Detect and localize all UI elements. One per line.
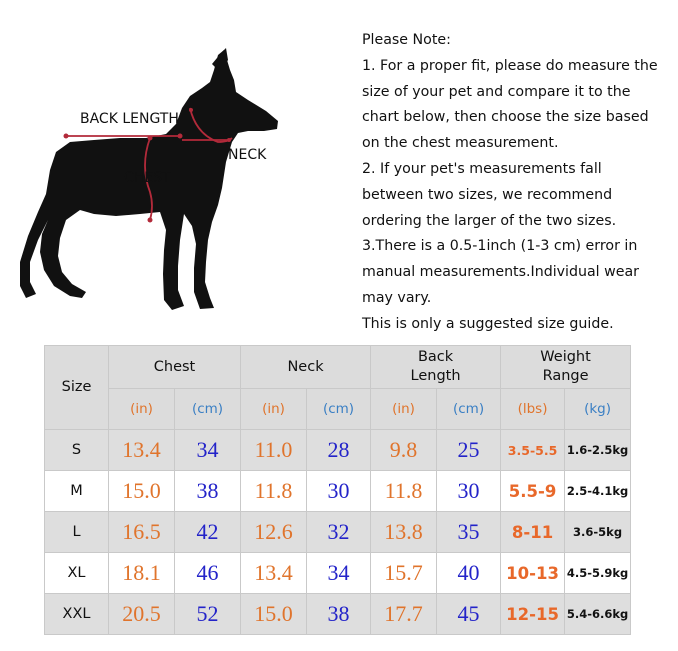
weight-lbs-cell: 8-11 — [501, 512, 565, 553]
back-length-header — [371, 346, 501, 389]
neck-in-cell: 15.0 — [241, 594, 307, 635]
back-cm-cell: 25 — [437, 430, 501, 471]
back-in-cell: 9.8 — [371, 430, 437, 471]
neck-in-cell: 12.6 — [241, 512, 307, 553]
table-row — [45, 512, 631, 553]
table-row — [45, 430, 631, 471]
neck-cm-cell: 28 — [307, 430, 371, 471]
chest-in-cell: 13.4 — [109, 430, 175, 471]
back-cm-cell: 40 — [437, 553, 501, 594]
back-unit-in: (in) — [371, 389, 437, 430]
weight-unit-lbs: (lbs) — [501, 389, 565, 430]
neck-unit-in: (in) — [241, 389, 307, 430]
chest-cm-cell: 42 — [175, 512, 241, 553]
neck-cm-cell: 32 — [307, 512, 371, 553]
weight-range-header — [501, 346, 631, 389]
size-cell: L — [45, 512, 109, 553]
table-row — [45, 594, 631, 635]
weight-unit-kg: (kg) — [565, 389, 631, 430]
back-in-cell: 13.8 — [371, 512, 437, 553]
neck-in-cell: 13.4 — [241, 553, 307, 594]
neck-header: Neck — [241, 346, 371, 389]
weight-lbs-cell: 3.5-5.5 — [501, 430, 565, 471]
chest-in-cell: 16.5 — [109, 512, 175, 553]
chest-cm-cell: 52 — [175, 594, 241, 635]
weight-kg-cell: 3.6-5kg — [565, 512, 631, 553]
chest-unit-in: (in) — [109, 389, 175, 430]
weight-header-line1: Weight — [540, 349, 591, 365]
weight-kg-cell: 5.4-6.6kg — [565, 594, 631, 635]
back-in-cell: 17.7 — [371, 594, 437, 635]
table-row — [45, 471, 631, 512]
neck-in-cell: 11.0 — [241, 430, 307, 471]
size-cell: XL — [45, 553, 109, 594]
size-header: Size — [45, 346, 109, 430]
chest-cm-cell: 38 — [175, 471, 241, 512]
weight-lbs-cell: 5.5-9 — [501, 471, 565, 512]
dog-measurement-diagram — [0, 0, 350, 335]
weight-lbs-cell: 12-15 — [501, 594, 565, 635]
size-cell: S — [45, 430, 109, 471]
neck-cm-cell: 30 — [307, 471, 371, 512]
back-cm-cell: 45 — [437, 594, 501, 635]
size-cell: XXL — [45, 594, 109, 635]
weight-header-line2: Range — [542, 368, 589, 384]
back-length-header-line2: Length — [410, 368, 461, 384]
back-cm-cell: 30 — [437, 471, 501, 512]
note-item: This is only a suggested size guide. — [362, 315, 614, 332]
size-chart-table — [44, 345, 631, 635]
back-in-cell: 15.7 — [371, 553, 437, 594]
neck-unit-cm: (cm) — [307, 389, 371, 430]
chest-in-cell: 20.5 — [109, 594, 175, 635]
note-item: 3.There is a 0.5-1inch (1-3 cm) error in manual measurements.Individual wear may vary. — [362, 238, 639, 306]
weight-lbs-cell: 10-13 — [501, 553, 565, 594]
chest-cm-cell: 34 — [175, 430, 241, 471]
back-length-header-line1: Back — [417, 349, 454, 365]
chest-header: Chest — [109, 346, 241, 389]
back-unit-cm: (cm) — [437, 389, 501, 430]
dog-silhouette-icon — [0, 0, 350, 335]
weight-kg-cell: 4.5-5.9kg — [565, 553, 631, 594]
size-notes — [362, 28, 667, 338]
table-row — [45, 553, 631, 594]
chest-in-cell: 15.0 — [109, 471, 175, 512]
chest-in-cell: 18.1 — [109, 553, 175, 594]
back-in-cell: 11.8 — [371, 471, 437, 512]
note-item: 2. If your pet's measurements fall between two sizes, we recommend ordering the larger of the two sizes. — [362, 160, 617, 229]
neck-cm-cell: 38 — [307, 594, 371, 635]
note-item: 1. For a proper fit, please do measure the size of your pet and compare it to the chart below, then choose the size based on the chest measurement. — [362, 57, 658, 152]
notes-title: Please Note: — [362, 32, 451, 48]
weight-kg-cell: 2.5-4.1kg — [565, 471, 631, 512]
chest-label: CHEST — [124, 170, 171, 186]
neck-label: NECK — [228, 147, 267, 163]
weight-kg-cell: 1.6-2.5kg — [565, 430, 631, 471]
chest-cm-cell: 46 — [175, 553, 241, 594]
chest-unit-cm: (cm) — [175, 389, 241, 430]
size-cell: M — [45, 471, 109, 512]
back-length-label: BACK LENGTH — [80, 111, 179, 127]
neck-cm-cell: 34 — [307, 553, 371, 594]
neck-in-cell: 11.8 — [241, 471, 307, 512]
back-cm-cell: 35 — [437, 512, 501, 553]
